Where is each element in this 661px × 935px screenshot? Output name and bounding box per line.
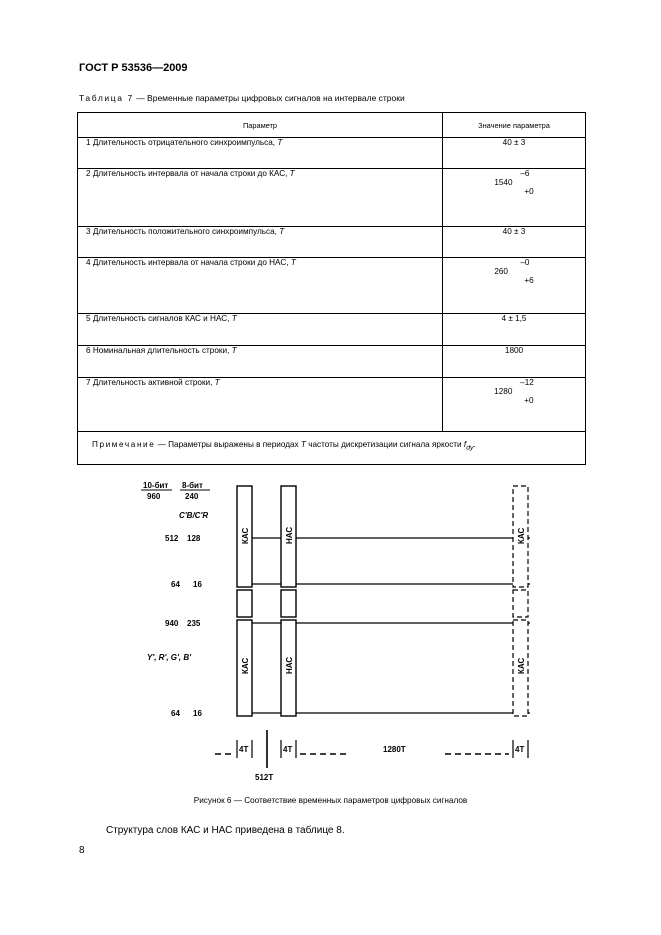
param-cell: 4 Длительность интервала от начала строки до НАС, T [78, 258, 443, 314]
body-paragraph: Структура слов КАС и НАС приведена в таблице 8. [106, 825, 345, 836]
luma-label: Y', R', G', B' [147, 653, 192, 662]
level-16-bottom: 16 [193, 709, 202, 718]
table-row [78, 346, 586, 378]
value-cell: 4 ± 1,5 [443, 314, 586, 346]
header-8bit-value: 240 [185, 492, 199, 501]
table-caption-label: Таблица 7 [79, 93, 134, 103]
level-64-bottom: 64 [171, 709, 180, 718]
page-number: 8 [79, 845, 85, 856]
column-header-value: Значение параметра [443, 113, 586, 138]
level-940: 940 [165, 619, 179, 628]
table-row [78, 314, 586, 346]
nac-label-1: НАС [285, 526, 294, 544]
level-128: 128 [187, 534, 201, 543]
value-cell [443, 169, 586, 227]
table-row [78, 258, 586, 314]
kac-label-3: КАС [517, 527, 526, 544]
nac-label-2: НАС [285, 656, 294, 674]
parameters-table [77, 112, 586, 465]
table-row [78, 138, 586, 169]
level-235: 235 [187, 619, 201, 628]
param-cell: 6 Номинальная длительность строки, T [78, 346, 443, 378]
duration-512t: 512T [255, 773, 274, 782]
table-row [78, 169, 586, 227]
tolerance-plus: +6 [524, 276, 534, 285]
nominal-value: 260 [494, 267, 508, 276]
header-10bit: 10-бит [143, 481, 169, 490]
tolerance-plus: +0 [524, 187, 534, 196]
value-cell [443, 378, 586, 432]
param-cell: 1 Длительность отрицательного синхроимпульса, T [78, 138, 443, 169]
param-cell: 7 Длительность активной строки, T [78, 378, 443, 432]
table-row [78, 227, 586, 258]
kac-label-2: КАС [241, 657, 250, 674]
timing-diagram-svg [135, 478, 535, 788]
level-16-top: 16 [193, 580, 202, 589]
level-64-top: 64 [171, 580, 180, 589]
timing-diagram [135, 478, 535, 793]
duration-4t-2: 4T [283, 745, 293, 754]
kac-label-1: КАС [241, 527, 250, 544]
param-cell: 3 Длительность положительного синхроимпульса, T [78, 227, 443, 258]
duration-4t-3: 4T [515, 745, 525, 754]
value-cell: 1800 [443, 346, 586, 378]
column-header-param: Параметр [78, 113, 443, 138]
tolerance-minus: –6 [520, 169, 530, 178]
param-cell: 5 Длительность сигналов КАС и НАС, T [78, 314, 443, 346]
value-cell [443, 258, 586, 314]
header-10bit-value: 960 [147, 492, 161, 501]
value-cell: 40 ± 3 [443, 227, 586, 258]
kac-label-4: КАС [517, 657, 526, 674]
duration-4t-1: 4T [239, 745, 249, 754]
table-row [78, 378, 586, 432]
figure-caption: Рисунок 6 — Соответствие временных параметров цифровых сигналов [193, 796, 468, 805]
document-header: ГОСТ Р 53536—2009 [79, 62, 188, 74]
nominal-value: 1280 [494, 387, 513, 396]
table-note: Примечание — Параметры выражены в периодах T частоты дискретизации сигнала яркости $f_{dy}$. [78, 432, 586, 465]
header-8bit: 8-бит [182, 481, 203, 490]
value-cell: 40 ± 3 [443, 138, 586, 169]
tolerance-minus: –12 [520, 378, 534, 387]
chroma-label: C'B/C'R [179, 511, 209, 520]
table-caption [79, 93, 405, 103]
duration-1280t: 1280T [383, 745, 406, 754]
param-cell: 2 Длительность интервала от начала строки до КАС, T [78, 169, 443, 227]
nominal-value: 1540 [494, 178, 513, 187]
table-caption-text: — Временные параметры цифровых сигналов на интервале строки [133, 93, 405, 103]
level-512: 512 [165, 534, 179, 543]
tolerance-minus: –0 [520, 258, 530, 267]
table-note-row [78, 432, 586, 465]
table-header-row [78, 113, 586, 138]
tolerance-plus: +0 [524, 396, 534, 405]
